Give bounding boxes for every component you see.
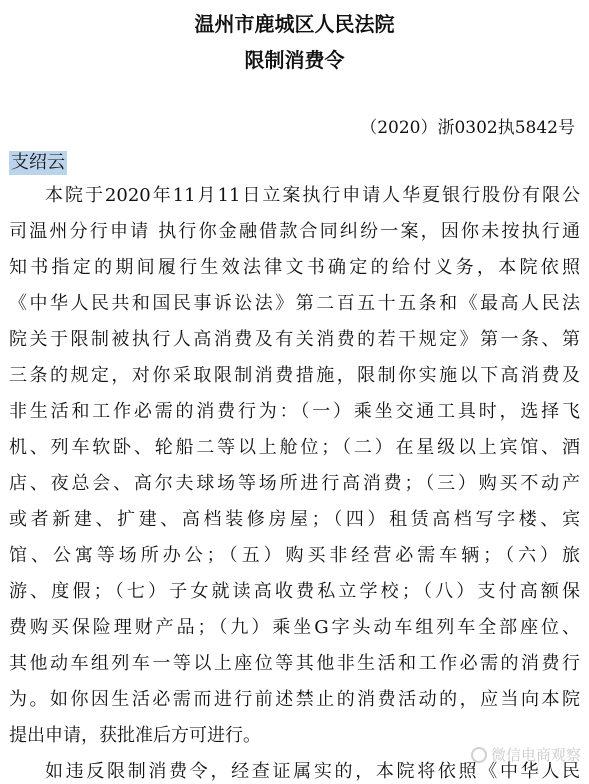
paragraph-1-line: 三条的规定，对你采取限制消费措施，限制你实施以下高消费及 <box>9 365 580 386</box>
watermark <box>471 744 581 765</box>
wechat-icon <box>471 747 487 763</box>
court-name: 温州市鹿城区人民法院 <box>194 12 395 36</box>
case-number: （2020）浙0302执5842号 <box>360 118 575 138</box>
paragraph-1-line: 或者新建、扩建、高档装修房屋；（四）租赁高档写字楼、宾 <box>9 509 580 530</box>
paragraph-1-line: 提出申请，获批准后方可进行。 <box>9 725 261 746</box>
paragraph-1-line: 为。如你因生活必需而进行前述禁止的消费活动的，应当向本院 <box>9 689 580 710</box>
paragraph-1-line: 司温州分行申请 执行你金融借款合同纠纷一案，因你未按执行通 <box>9 221 580 242</box>
document-title: 限制消费令 <box>244 48 345 72</box>
paragraph-1-line: 馆、公寓等场所办公；（五）购买非经营必需车辆；（六）旅 <box>9 545 580 566</box>
paragraph-1-line: 机、列车软卧、轮船二等以上舱位；（二）在星级以上宾馆、酒 <box>9 437 580 458</box>
paragraph-1-line: 游、度假；（七）子女就读高收费私立学校；（八）支付高额保 <box>9 581 580 602</box>
paragraph-1-line: 本院于2020年11月11日立案执行申请人华夏银行股份有限公 <box>45 185 580 206</box>
party-name: 支绍云 <box>11 152 65 173</box>
watermark-text: 微信电商观察 <box>490 746 581 764</box>
paragraph-2-line: 如违反限制消费令，经查证属实的，本院将依照《中华人民 <box>45 761 580 782</box>
paragraph-1-line: 费购买保险理财产品；（九）乘坐G字头动车组列车全部座位、 <box>9 617 580 638</box>
paragraph-1-line: 店、夜总会、高尔夫球场等场所进行高消费；（三）购买不动产 <box>9 473 580 494</box>
paragraph-1-line: 其他动车组列车一等以上座位等其他非生活和工作必需的消费行 <box>9 653 580 674</box>
paragraph-1-line: 非生活和工作必需的消费行为：（一）乘坐交通工具时，选择飞 <box>9 401 580 422</box>
paragraph-1-line: 知书指定的期间履行生效法律文书确定的给付义务，本院依照 <box>9 257 580 278</box>
paragraph-1-line: 院关于限制被执行人高消费及有关消费的若干规定》第一条、第 <box>9 329 580 350</box>
paragraph-1-line: 《中华人民共和国民事诉讼法》第二百五十五条和《最高人民法 <box>9 293 580 314</box>
